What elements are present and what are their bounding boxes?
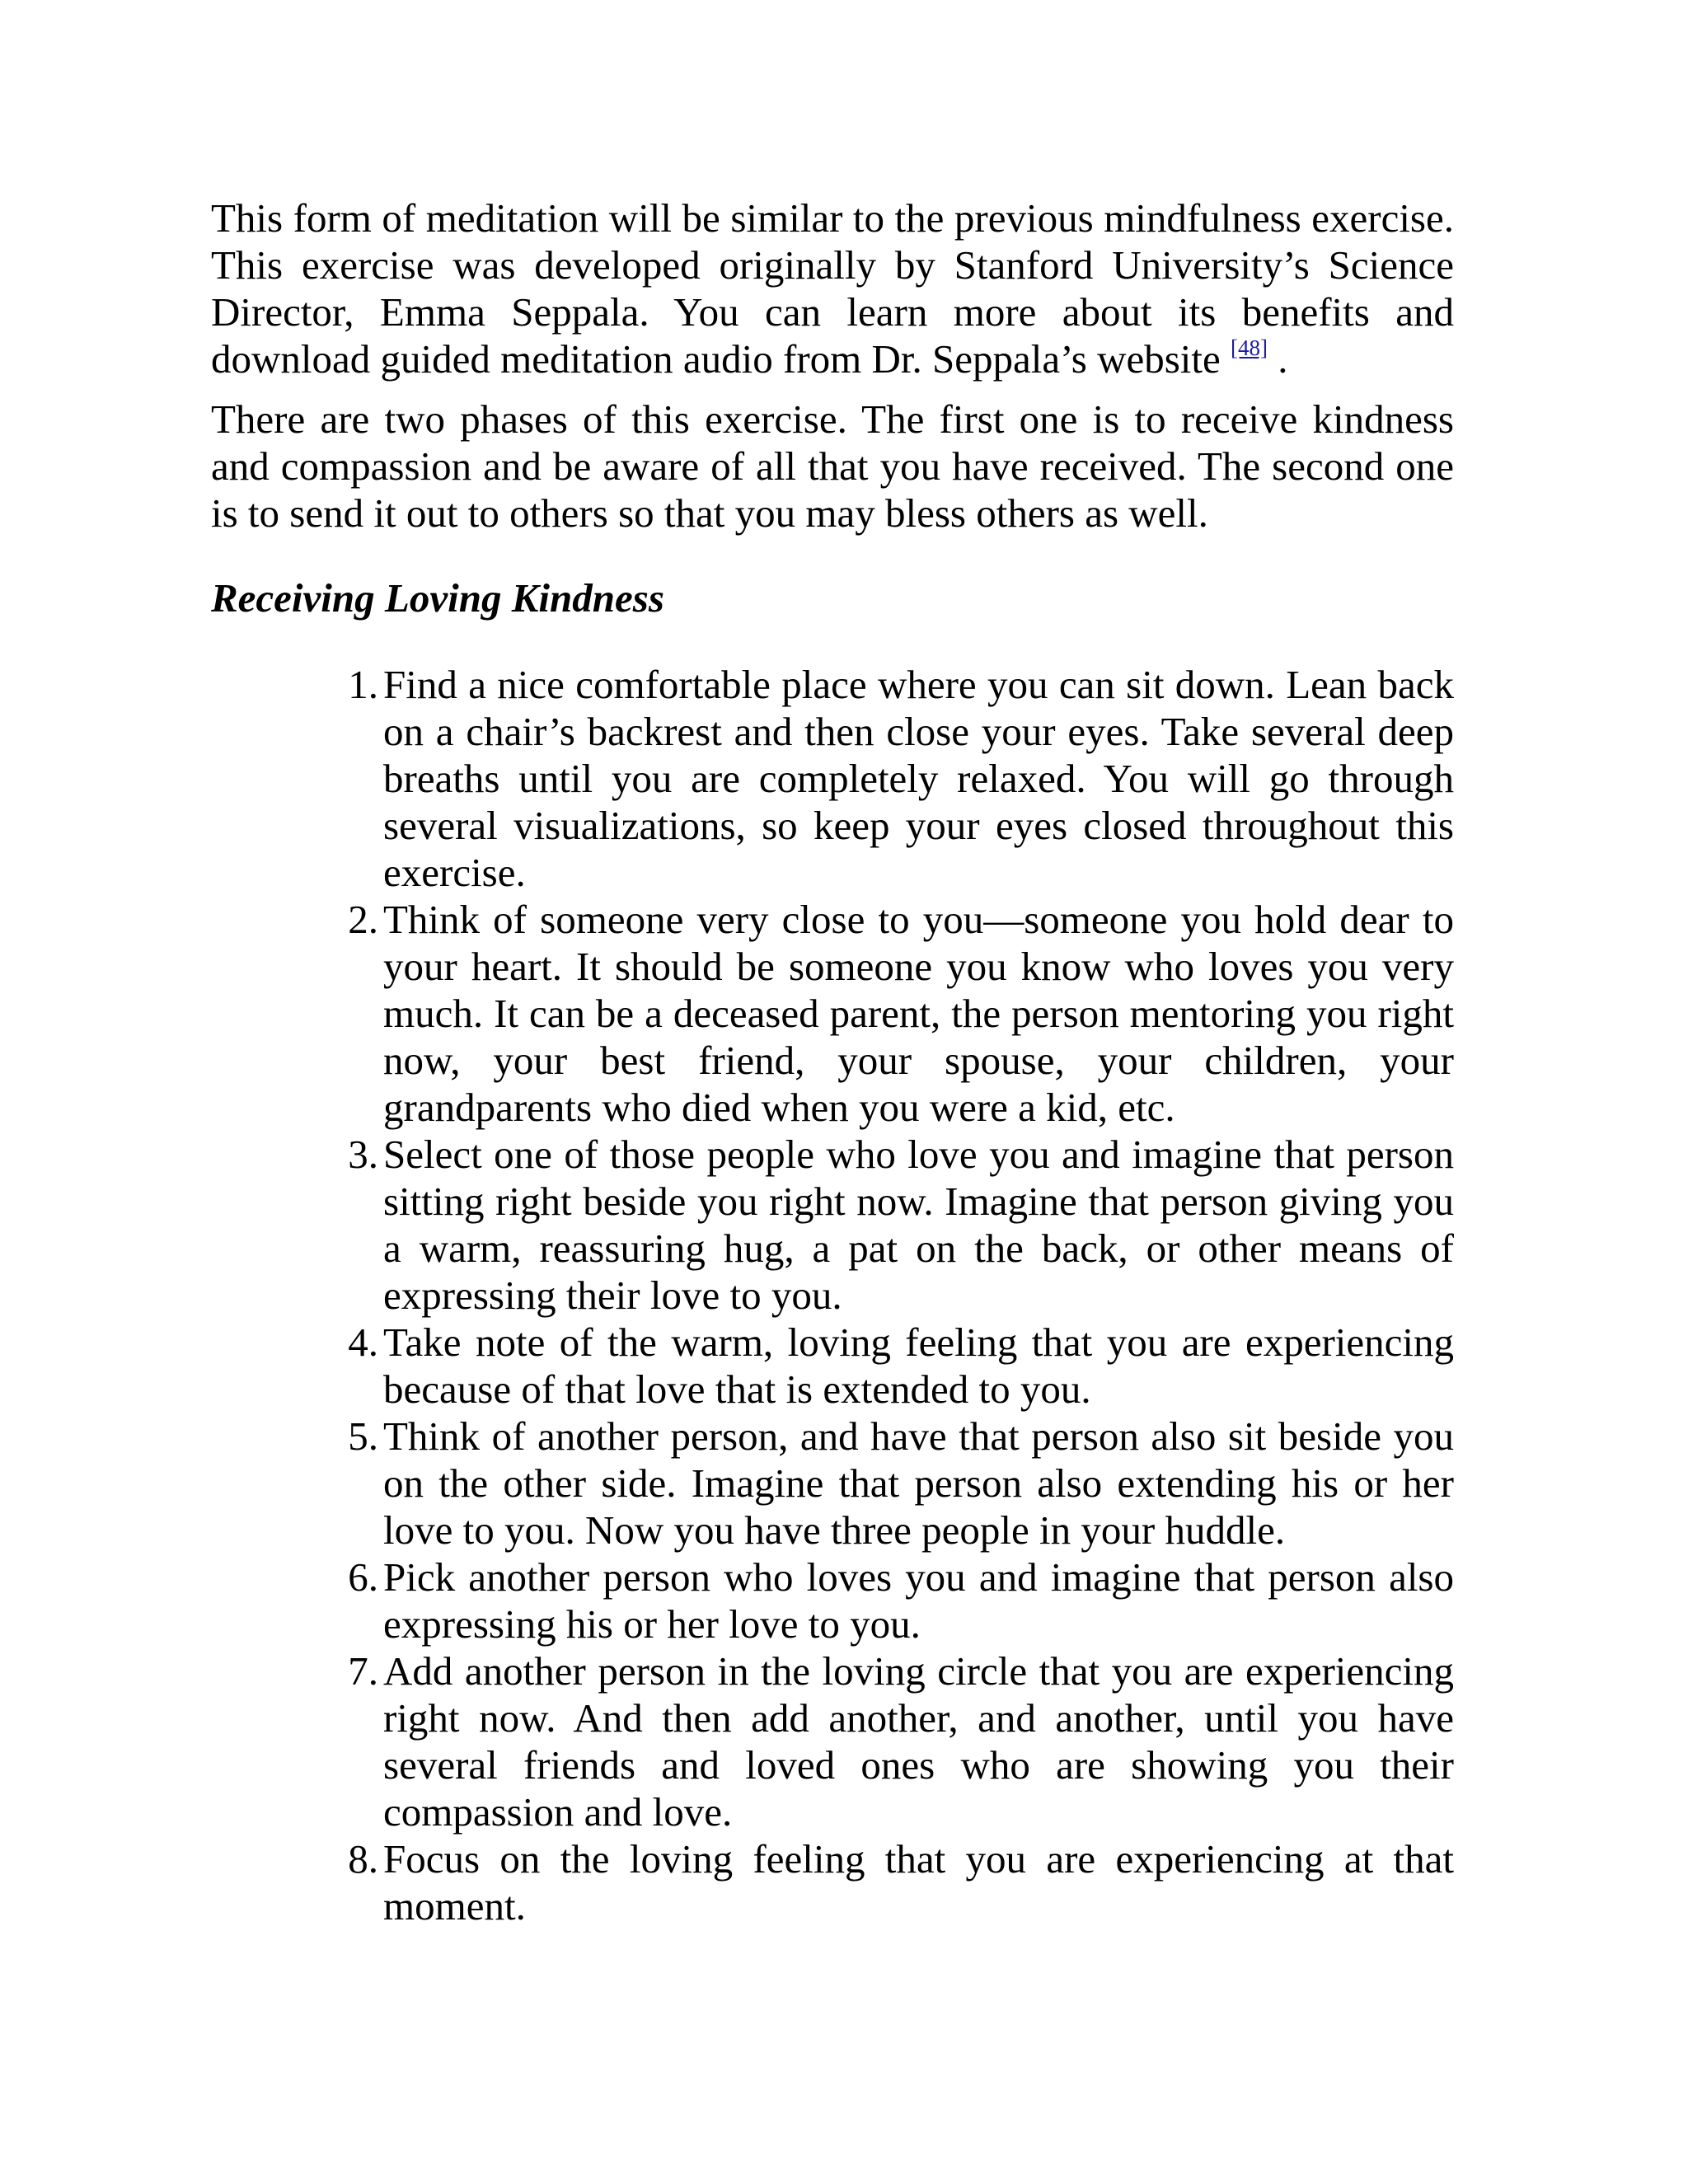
list-item-text: Think of someone very close to you—someone you hold dear to your heart. It should be someone you know who loves you very much. It can be a deceased parent, the person mentoring you right now, your best friend, your spouse, your children, your grandparents who died when you were a kid, etc. <box>383 897 1454 1130</box>
intro-paragraph <box>211 194 1454 382</box>
list-item <box>348 1413 1454 1554</box>
list-item-text: Think of another person, and have that person also sit beside you on the other side. Imagine that person also extending his or her love to you. Now you have three people in your huddle. <box>383 1413 1454 1553</box>
list-item-number: 8. <box>348 1836 378 1882</box>
list-item <box>348 896 1454 1131</box>
intro-paragraph-text: This form of meditation will be similar to the previous mindfulness exercise. This exercise was developed originally by Stanford University’s Science Director, Emma Seppala. You can learn more about its benefits and download guided meditation audio from Dr. Seppala’s website <box>211 195 1454 382</box>
list-item-number: 1. <box>348 662 378 707</box>
section-heading: Receiving Loving Kindness <box>211 575 664 621</box>
steps-list <box>211 661 1454 1929</box>
list-item-number: 5. <box>348 1413 378 1459</box>
list-item <box>348 1835 1454 1929</box>
phases-paragraph: There are two phases of this exercise. The first one is to receive kindness and compassion and be aware of all that you have received. The second one is to send it out to others so that you may bless others as well. <box>211 396 1454 536</box>
intro-paragraph-tail: . <box>1268 336 1288 382</box>
list-item-text: Add another person in the loving circle that you are experiencing right now. And then add another, and another, until you have several friends and loved ones who are showing you their compassion and love. <box>383 1648 1454 1835</box>
footnote-link[interactable]: [48] <box>1231 335 1268 360</box>
list-item <box>348 661 1454 896</box>
list-item-number: 6. <box>348 1554 378 1600</box>
list-item-text: Find a nice comfortable place where you can sit down. Lean back on a chair’s backrest and then close your eyes. Take several deep breaths until you are completely relaxed. You will go through several visualizations, so keep your eyes closed throughout this exercise. <box>383 662 1454 895</box>
list-item <box>348 1554 1454 1647</box>
list-item-number: 2. <box>348 897 378 942</box>
list-item-number: 3. <box>348 1132 378 1177</box>
list-item-text: Pick another person who loves you and imagine that person also expressing his or her love to you. <box>383 1554 1454 1647</box>
list-item-text: Focus on the loving feeling that you are experiencing at that moment. <box>383 1836 1454 1929</box>
list-item-number: 4. <box>348 1319 378 1365</box>
list-item <box>348 1319 1454 1413</box>
list-item-text: Select one of those people who love you and imagine that person sitting right beside you right now. Imagine that person giving you a warm, reassuring hug, a pat on the back, or other means of expressing their love to you. <box>383 1132 1454 1318</box>
list-item-number: 7. <box>348 1648 378 1694</box>
document-page <box>211 194 1454 1929</box>
list-item <box>348 1647 1454 1835</box>
list-item-text: Take note of the warm, loving feeling that you are experiencing because of that love that is extended to you. <box>383 1319 1454 1412</box>
list-item <box>348 1131 1454 1319</box>
